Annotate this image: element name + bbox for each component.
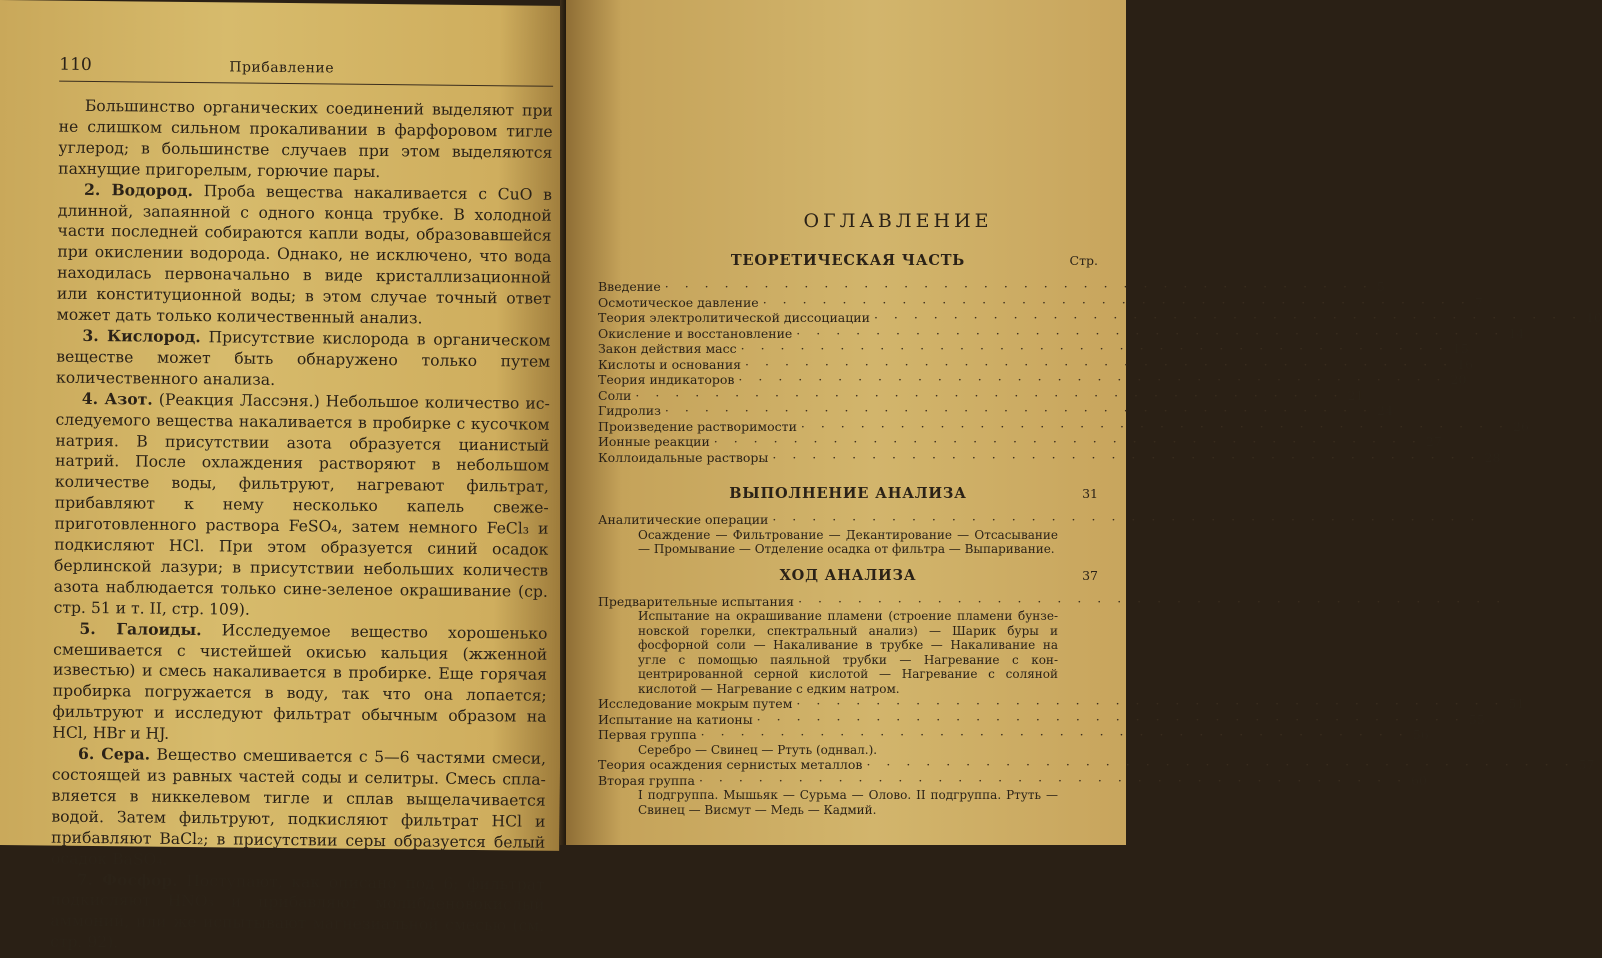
toc-entry-title: Окисление и восстановление <box>598 325 793 341</box>
toc-entry-page: 57 <box>1578 757 1595 772</box>
toc-entry <box>598 696 1525 712</box>
toc-entry-title: Введение <box>598 279 661 294</box>
toc-entry-title: Теория электролитической диссоциации <box>598 310 870 325</box>
toc-entry-page: 21 <box>1347 387 1364 403</box>
toc-entry-page: 51 <box>1508 696 1525 711</box>
dot-leader: · · · · · · · · · · · · · · · · · · · · · · · · · · · · · · · · · · · · <box>873 310 1583 325</box>
toc-entry-title: Аналитические операции <box>598 512 769 527</box>
toc-entry-title: Закон действия масс <box>598 341 737 356</box>
toc-entry <box>598 356 1474 373</box>
toc-entry <box>598 593 1507 610</box>
toc-entry-page: 56 <box>1412 727 1429 742</box>
toc-entry-title: Теория индикаторов <box>598 372 735 387</box>
section-heading: ХОД АНАЛИЗА <box>779 566 917 584</box>
toc-entry <box>598 341 1469 357</box>
dot-leader: · · · · · · · · · · · · · · · · · · · · · · · · · · · · · · · · · · · · <box>756 711 1465 727</box>
dot-leader: · · · · · · · · · · · · · · · · · · · · · · · · · · · · · · · · · · · · <box>664 403 1374 418</box>
toc-entry-title: Коллоидальные растворы <box>598 449 769 465</box>
toc-entry-title: Соли <box>598 387 632 403</box>
toc-entry-title: Предварительные испытания <box>598 593 795 609</box>
section-heading: ТЕОРЕТИЧЕСКАЯ ЧАСТЬ <box>730 252 966 269</box>
dot-leader: · · · · · · · · · · · · · · · · · · · · · · · · · · · · · · · · · · · · <box>698 772 1408 788</box>
paragraph-halogens: 5. Галоиды. Исследуемое вещество хорошенько смешивается с чистейшей окисью кальция (жженной известью) и смесь накаливается в пробирке. Еще горячая пробирка погружается в воду, так что она лопается; фильтруют и исследуют фильтрат обычным образом на HCl, HBr и HJ. <box>52 618 548 743</box>
toc-entry-title: Первая группа <box>598 727 697 742</box>
section-heading-row <box>598 252 1098 269</box>
toc-subtext: Осаждение — Фильтрование — Декантирование — Отсасывание — Промывание — Отделение осадка от фильтра — Выпаривание. <box>638 527 1058 556</box>
toc-entry-title: Гидролиз <box>598 403 661 418</box>
dot-leader: · · · · · · · · · · · · · · · · · · · · · · · · · · · · · · · · · · · · <box>700 727 1409 742</box>
paragraph-hydrogen: 2. Водород. Проба вещества накаливается с CuO в длинной, запаянной с одного конца трубке. В холодной части последней собираются капли воды, образовавшейся при окислении водорода. Однако, не исключено, что вода находилась первоначально в виде кристаллизационной или конституционной воды; в этом случае точный ответ может дать только количественный анализ. <box>56 179 553 328</box>
toc-entry-page: 24 <box>1377 403 1393 418</box>
toc-entry <box>598 294 1483 311</box>
dot-leader: · · · · · · · · · · · · · · · · · · · · · · · · · · · · · · · · · · · · <box>762 294 1471 310</box>
toc-entry <box>598 727 1429 743</box>
toc-entry <box>598 772 1427 789</box>
toc-entry-page: 15 <box>1452 341 1469 356</box>
toc-entry-page: 20 <box>1450 372 1467 387</box>
toc-list-execution <box>598 512 1481 528</box>
section-page: 37 <box>1082 567 1098 583</box>
toc-entry-title: Осмотическое давление <box>598 294 759 310</box>
running-title: Прибавление <box>229 59 335 77</box>
toc-entry <box>598 449 1501 466</box>
toc-subtext: Серебро — Свинец — Ртуть (однвал.). <box>638 742 878 757</box>
toc-entry <box>598 757 1595 773</box>
toc-entry-page: 14 <box>1508 325 1525 341</box>
toc-entry-title: Ионные реакции <box>598 434 710 449</box>
section-page: 31 <box>1082 486 1098 501</box>
toc-list-theory <box>598 279 1602 465</box>
left-page <box>0 0 568 952</box>
toc-subtext: I подгруппа. Мышьяк — Сурьма — Олово. II подгруппа. Ртуть — Свинец — Висмут — Медь — Кадмий. <box>638 788 1058 817</box>
toc-list-course-wet <box>598 696 1525 743</box>
dot-leader: · · · · · · · · · · · · · · · · · · · · · · · · · · · · · · · · · · · · <box>664 279 1373 294</box>
toc-entry <box>598 418 1529 435</box>
section-heading-row <box>598 567 1098 584</box>
paragraph-sulfur: 6. Сера. Вещество смешивается с 5—6 частями смеси, состоящей из равных частей соды и селитры. Смесь сплавляется в никкелевом тигле и сплав выщелачивается водой. Затем фильтруют, подкисляют фильтрат HCl и прибавляют BaCl₂; в присутствии серы образуется белый осадок BaSO₄. <box>50 743 547 869</box>
page-number: 110 <box>59 54 92 75</box>
dot-leader: · · · · · · · · · · · · · · · · · · · · · · · · · · · · · · · · · · · · <box>796 325 1505 341</box>
toc-entry-page: 16 <box>1457 356 1474 372</box>
toc-entry-page: 28 <box>1484 449 1501 465</box>
toc-entry-page: 7 <box>1474 294 1483 310</box>
dot-leader: · · · · · · · · · · · · · · · · · · · · · · · · · · · · · · · · · · · · <box>713 434 1422 449</box>
toc-entry-page: 5 <box>1376 279 1385 294</box>
toc-entry <box>598 434 1442 450</box>
dot-leader: · · · · · · · · · · · · · · · · · · · · · · · · · · · · · · · · · · · · <box>745 356 1454 372</box>
toc-entry-page: 26 <box>1513 418 1529 434</box>
toc-entry <box>598 325 1525 342</box>
paragraph-carbon: Большинство органических соединений выделяют при не слишком сильном прокаливании в фарфоровом тигле углерод; в большинстве случаев при этом выделяются пахнущие пригорелым, горючие пары. <box>58 96 553 181</box>
running-head <box>59 55 553 87</box>
dot-leader: · · · · · · · · · · · · · · · · · · · · · · · · · · · · · · · · · · · · <box>772 449 1481 465</box>
toc-entry <box>598 512 1481 528</box>
section-heading: ВЫПОЛНЕНИЕ АНАЛИЗА <box>729 485 967 502</box>
toc-entry-page: 27 <box>1425 434 1442 449</box>
dot-leader: · · · · · · · · · · · · · · · · · · · · · · · · · · · · · · · · · · · · <box>796 696 1505 711</box>
toc-list-course-sulfide <box>598 757 1595 788</box>
toc-entry-page: 10 <box>1586 310 1602 325</box>
paragraph-phosphorus: 7. Фосфор. Поступают, как описано под 6; фильтрат подкисляют HNO₃ и прибавляют молибденовокислый аммоний, или же испытывают магнезиальной смесью (см. стр. 92). <box>50 869 545 952</box>
toc-entry-title: Исследование мокрым путем <box>598 696 793 711</box>
toc-entry-page: 55 <box>1468 711 1485 727</box>
toc-list-course <box>598 593 1507 610</box>
toc-entry <box>598 310 1602 326</box>
toc-entry <box>598 403 1393 419</box>
paragraph-nitrogen: 4. Азот. (Реакция Лассэня.) Небольшое количество исследуемого вещества накаливается в пробирке с кусочком натрия. В присутствии азота образуется цианистый натрий. После охлаждения растворяют в небольшом количестве воды, фильтруют, нагревают фильтрат, прибавляют к нему несколько капель свеже-приготовленного раствора FeSO₄, затем немного FeCl₃ и подкисляют HCl. При этом образуется синий осадок берлинской лазури; в присутствии небольших количеств азота наблюдается только сине-зеленое окрашивание (ср. стр. 51 и т. II, стр. 109). <box>53 388 550 619</box>
toc-entry-title: Произведение растворимости <box>598 418 797 434</box>
right-page <box>566 0 1602 845</box>
toc-entry <box>598 372 1467 388</box>
dot-leader: · · · · · · · · · · · · · · · · · · · · · · · · · · · · · · · · · · · · <box>800 418 1510 434</box>
dot-leader: · · · · · · · · · · · · · · · · · · · · · · · · · · · · · · · · · · · · <box>866 757 1575 772</box>
toc-entry <box>598 387 1364 404</box>
toc-entry <box>598 279 1385 295</box>
toc-subtext: Испытание на окрашивание пламени (строение пламени бунзеновской горелки, спектральный анализ) — Шарик буры и фосфорной соли — Накаливание в трубке — Накаливание на угле с помощью паяльной трубки — Нагревание с концентрированной серной кислотой — Нагревание с соляной кислотой — Нагревание с едким натром. <box>638 609 1058 696</box>
page-column-label: Стр. <box>1069 253 1098 268</box>
toc-entry-title: Вторая группа <box>598 772 695 788</box>
toc-entry-page: 60 <box>1411 772 1427 788</box>
dot-leader: · · · · · · · · · · · · · · · · · · · · · · · · · · · · · · · · · · · · <box>740 341 1449 356</box>
dot-leader: · · · · · · · · · · · · · · · · · · · · · · · · · · · · · · · · · · · · <box>772 512 1481 527</box>
dot-leader: · · · · · · · · · · · · · · · · · · · · · · · · · · · · · · · · · · · · <box>738 372 1447 387</box>
toc-entry <box>598 711 1485 728</box>
paragraph-oxygen: 3. Кислород. Присутствие кислорода в органическом веществе может быть обнаружено только путем количественного анализа. <box>55 325 551 389</box>
dot-leader: · · · · · · · · · · · · · · · · · · · · · · · · · · · · · · · · · · · · <box>635 387 1344 403</box>
section-heading-row <box>598 485 1098 502</box>
toc-entry-title: Теория осаждения сернистых металлов <box>598 757 863 772</box>
dot-leader: · · · · · · · · · · · · · · · · · · · · · · · · · · · · · · · · · · · · <box>798 593 1507 609</box>
toc-entry-title: Испытание на катионы <box>598 711 753 727</box>
toc-title: ОГЛАВЛЕНИЕ <box>803 210 993 232</box>
toc-entry-title: Кислоты и основания <box>598 356 742 372</box>
